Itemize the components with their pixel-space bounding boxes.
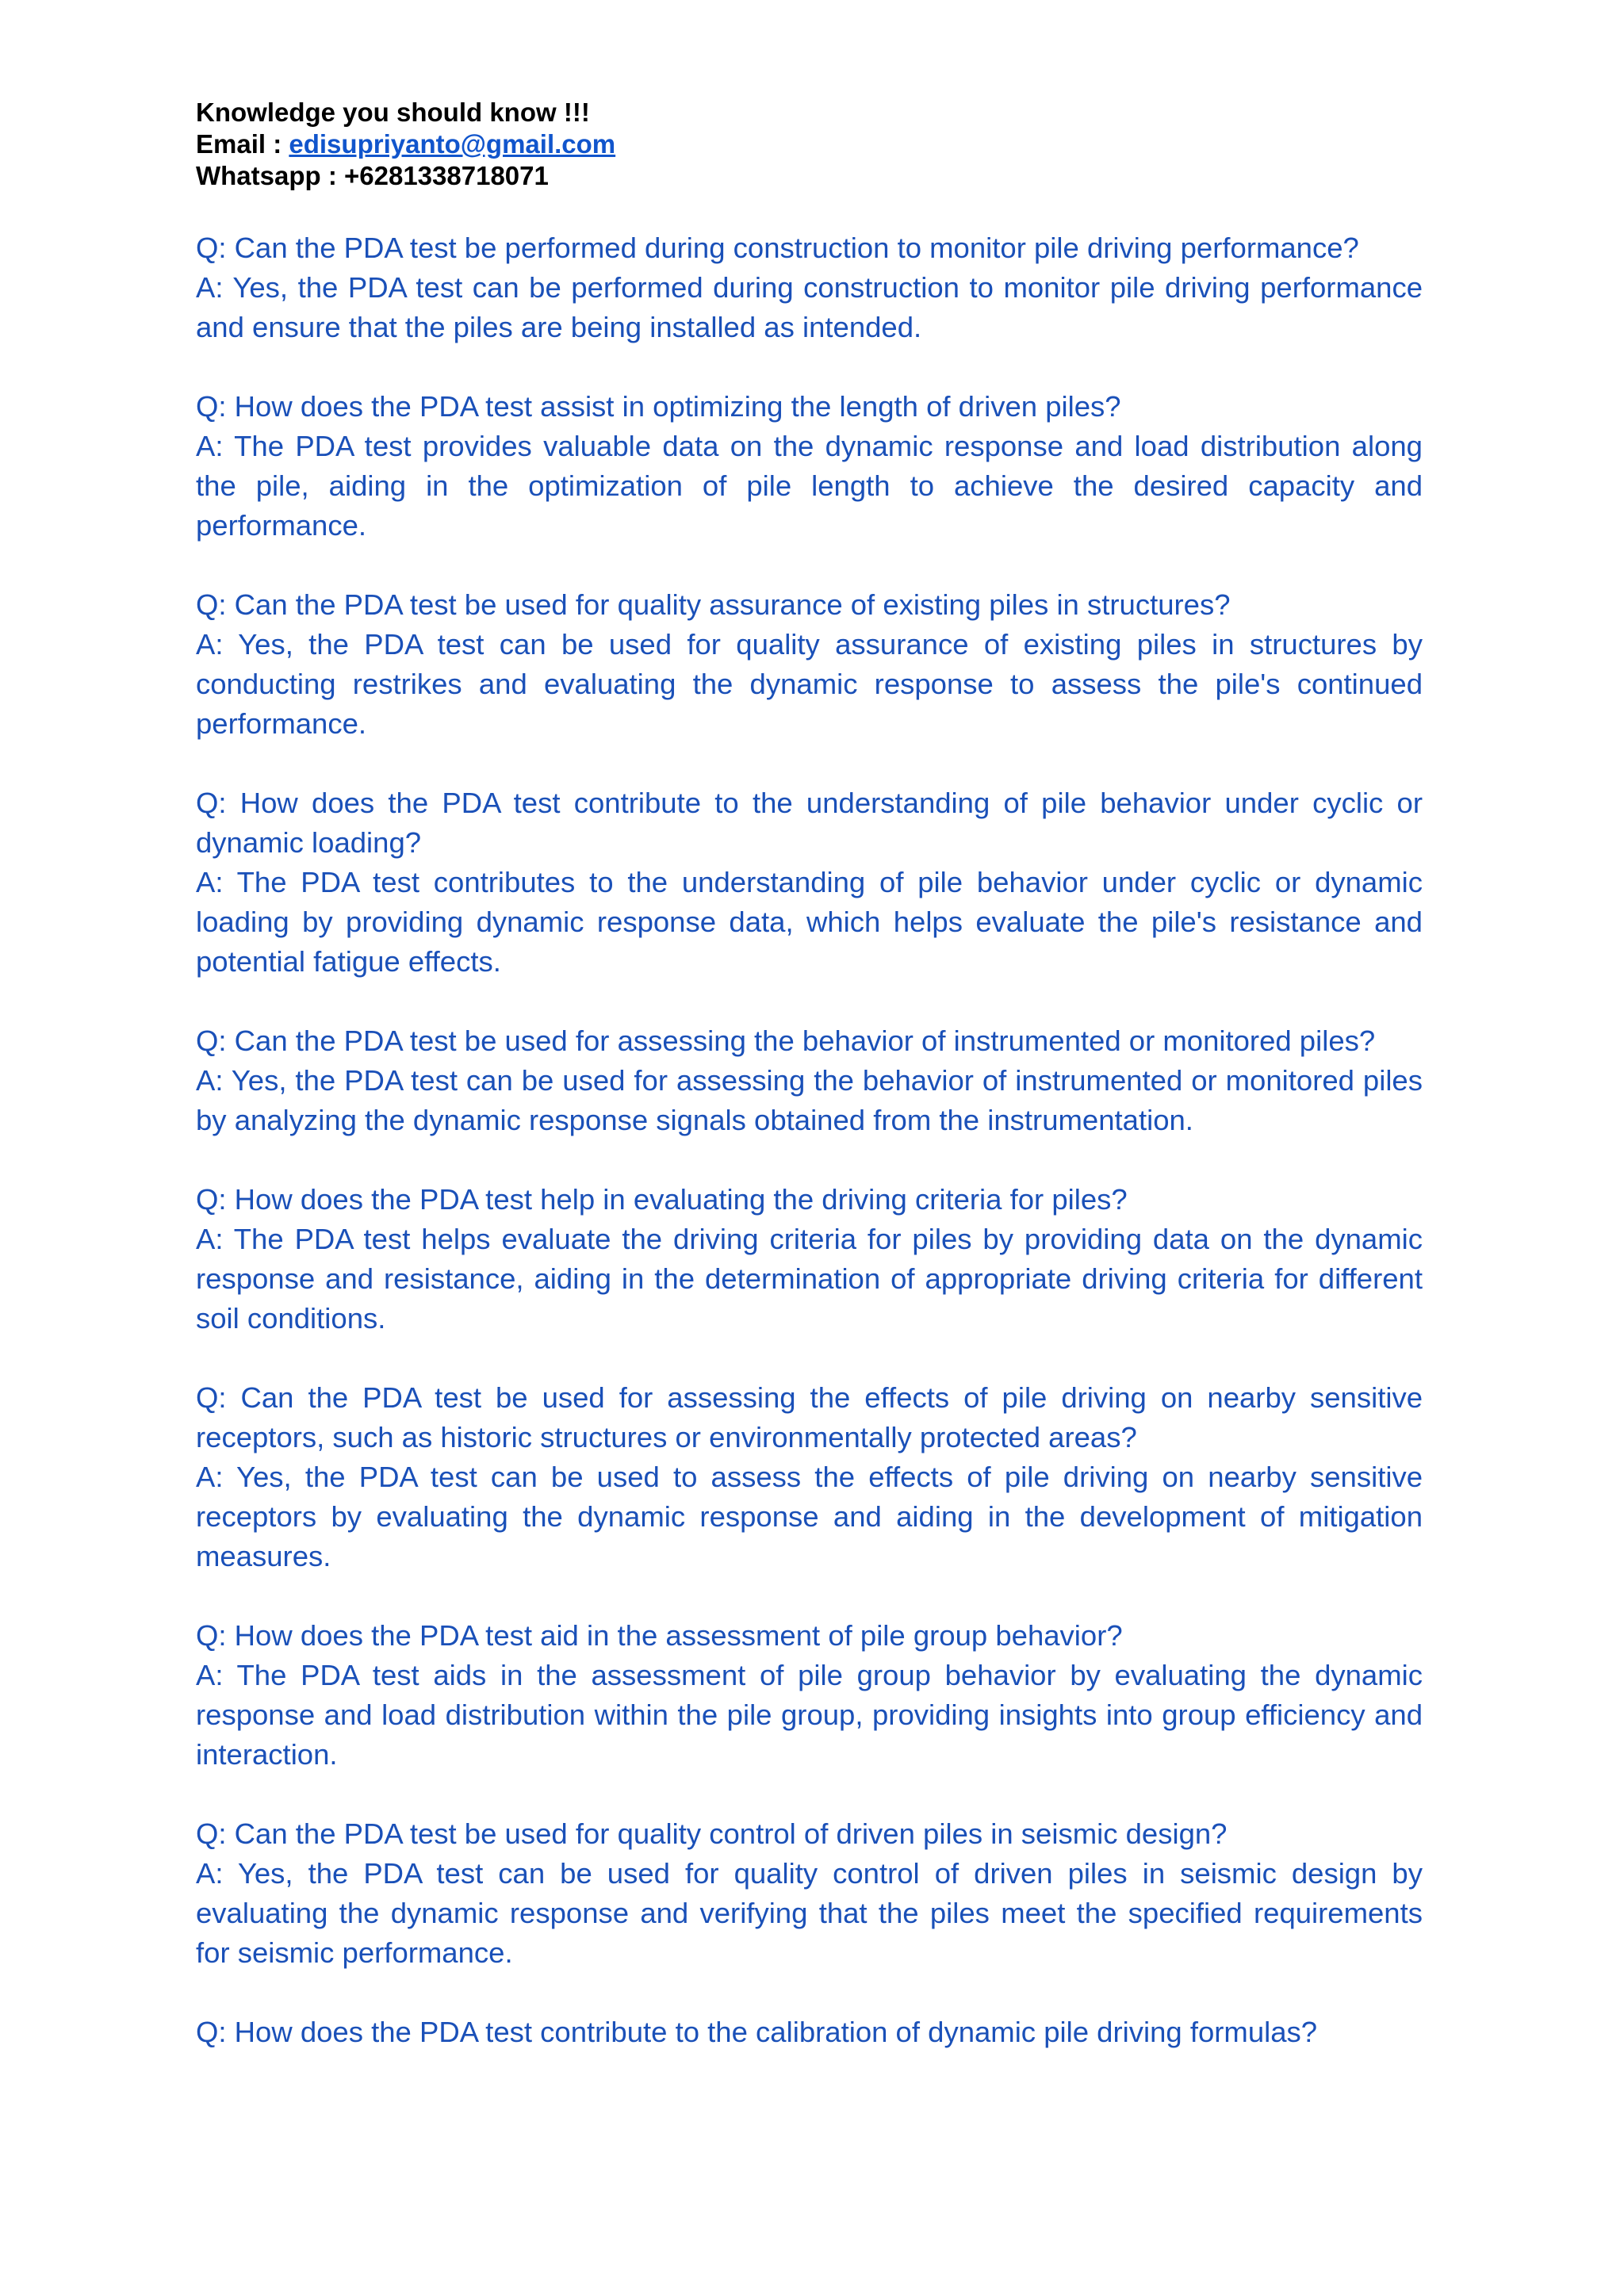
answer: A: Yes, the PDA test can be used for assessing the behavior of instrumented or monitored piles by analyzing the dynamic response signals obtained from the instrumentation. (196, 1064, 1423, 1136)
question: Q: How does the PDA test contribute to the understanding of pile behavior under cyclic or dynamic loading? (196, 787, 1423, 859)
qa-item (196, 1180, 1423, 1338)
question: Q: How does the PDA test help in evaluating the driving criteria for piles? (196, 1183, 1128, 1216)
question: Q: How does the PDA test contribute to the calibration of dynamic pile driving formulas? (196, 2016, 1318, 2048)
question: Q: Can the PDA test be used for assessing the effects of pile driving on nearby sensitive receptors, such as historic structures or environmentally protected areas? (196, 1381, 1423, 1453)
answer: A: The PDA test helps evaluate the driving criteria for piles by providing data on the dynamic response and resistance, aiding in the determination of appropriate driving criteria for different soil conditions. (196, 1223, 1423, 1335)
qa-item (196, 228, 1423, 347)
answer: A: Yes, the PDA test can be used for quality control of driven piles in seismic design by evaluating the dynamic response and verifying that the piles meet the specified requirements for seismic performance. (196, 1857, 1423, 1969)
qa-item (196, 1378, 1423, 1576)
header-title: Knowledge you should know !!! (196, 98, 590, 127)
qa-item (196, 1021, 1423, 1140)
qa-list (196, 228, 1423, 2052)
email-link[interactable]: edisupriyanto@gmail.com (289, 129, 616, 159)
answer: A: The PDA test contributes to the understanding of pile behavior under cyclic or dynamic loading by providing dynamic response data, which helps evaluate the pile's resistance and potential fatigue effects. (196, 866, 1423, 978)
answer: A: Yes, the PDA test can be used to assess the effects of pile driving on nearby sensitive receptors by evaluating the dynamic response and aiding in the development of mitigation measures. (196, 1461, 1423, 1572)
contact-header (196, 97, 1423, 192)
question: Q: Can the PDA test be performed during construction to monitor pile driving performance? (196, 232, 1359, 264)
document-page (196, 97, 1423, 2092)
answer: A: The PDA test provides valuable data on the dynamic response and load distribution along the pile, aiding in the optimization of pile length to achieve the desired capacity and performance. (196, 430, 1423, 542)
qa-item (196, 2013, 1423, 2052)
qa-item (196, 783, 1423, 982)
question: Q: How does the PDA test assist in optimizing the length of driven piles? (196, 390, 1121, 423)
question: Q: Can the PDA test be used for assessing the behavior of instrumented or monitored piles? (196, 1024, 1376, 1057)
qa-item (196, 1814, 1423, 1973)
answer: A: Yes, the PDA test can be used for quality assurance of existing piles in structures by conducting restrikes and evaluating the dynamic response to assess the pile's continued performance. (196, 628, 1423, 740)
question: Q: Can the PDA test be used for quality control of driven piles in seismic design? (196, 1817, 1228, 1850)
email-line (196, 128, 1423, 160)
answer: A: The PDA test aids in the assessment of pile group behavior by evaluating the dynamic response and load distribution within the pile group, providing insights into group efficiency and interaction. (196, 1659, 1423, 1771)
question: Q: Can the PDA test be used for quality assurance of existing piles in structures? (196, 588, 1231, 621)
question: Q: How does the PDA test aid in the assessment of pile group behavior? (196, 1619, 1123, 1652)
answer: A: Yes, the PDA test can be performed during construction to monitor pile driving performance and ensure that the piles are being installed as intended. (196, 271, 1423, 343)
qa-item (196, 585, 1423, 744)
whatsapp-line: Whatsapp : +6281338718071 (196, 161, 549, 190)
qa-item (196, 1616, 1423, 1775)
email-label: Email : (196, 129, 289, 159)
qa-item (196, 387, 1423, 546)
